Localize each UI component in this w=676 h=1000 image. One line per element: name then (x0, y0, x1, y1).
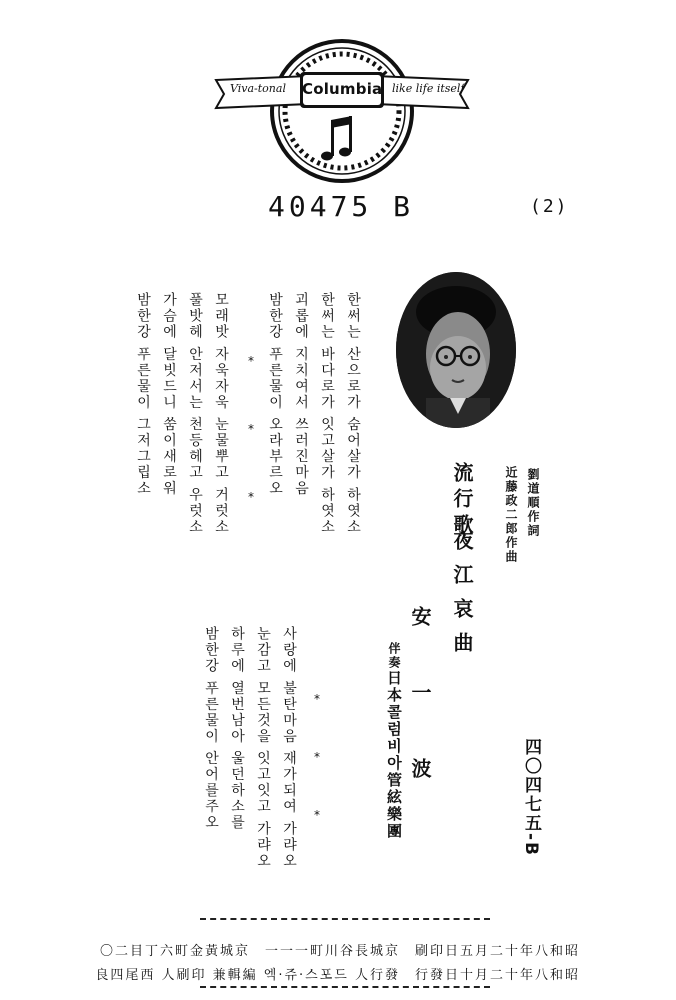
verse-separator-star: * (314, 750, 320, 764)
verse3-line1: 사랑에 불탄마음 재가되여 가랴오 (281, 626, 297, 870)
verse1-line4: 밤한강 푸른물이 오라부르오 (267, 292, 283, 497)
verse-separator-star: * (248, 422, 254, 436)
footer-print-info: 昭和八年十二月五日印刷 京城長谷川町一一一 京城黃金町六丁目二〇 (99, 944, 580, 959)
accompaniment-name: 日本콜럼비아管絃樂團 (385, 670, 403, 840)
catalog-vertical: 四〇四七五-B (521, 738, 541, 858)
singer-portrait (396, 272, 516, 428)
side-number: (2) (530, 196, 569, 217)
tagline-left: Viva-tonal (230, 82, 286, 95)
song-title: 夜江哀曲 (450, 530, 474, 666)
footer-divider-bottom (200, 986, 490, 988)
verse1-line1: 한써는 산으로가 숨어살가 하엿소 (345, 292, 361, 536)
verse2-line2: 풀밧헤 안저서는 천등헤고 우럿소 (187, 292, 203, 536)
verse-separator-star: * (314, 808, 320, 822)
genre-label: 流行歌 (450, 462, 474, 540)
verse-separator-star: * (314, 692, 320, 706)
lyricist-credit: 劉道順作詞 (526, 468, 540, 538)
catalog-number: 40475 B (268, 190, 415, 223)
composer-credit: 近藤政二郎作曲 (504, 466, 518, 564)
verse3-line3: 하루에 열번남아 울던하소를 (229, 626, 245, 831)
verse3-line4: 밤한강 푸른물이 안어를주오 (203, 626, 219, 831)
accompaniment-label: 伴奏 (387, 642, 401, 670)
verse2-line4: 밤한강 푸른물이 그저그립소 (135, 292, 151, 497)
footer-divider-top (200, 918, 490, 920)
verse-separator-star: * (248, 490, 254, 504)
verse1-line3: 괴롭에 지치여서 쓰러진마음 (293, 292, 309, 497)
verse2-line3: 가슴에 달빗드니 쑴이새로워 (161, 292, 177, 497)
tagline-right: like life itself (392, 82, 465, 95)
columbia-logo (208, 34, 476, 184)
verse2-line1: 모래밧 자욱자욱 눈물뿌고 거럿소 (213, 292, 229, 536)
columbia-logo-graphic (208, 34, 476, 184)
brand-name: Columbia (302, 80, 383, 98)
verse1-line2: 한써는 바다로가 잇고살가 하엿소 (319, 292, 335, 536)
verse-separator-star: * (248, 354, 254, 368)
footer-publish-info: 昭和八年十二月十日發行 發行人 드포스·쥬·엑 編輯兼 印刷人 西尾四良 (95, 968, 580, 983)
singer-name: 安一波 (408, 606, 432, 834)
verse3-line2: 눈감고 모든것을 잇고잇고 가랴오 (255, 626, 271, 870)
